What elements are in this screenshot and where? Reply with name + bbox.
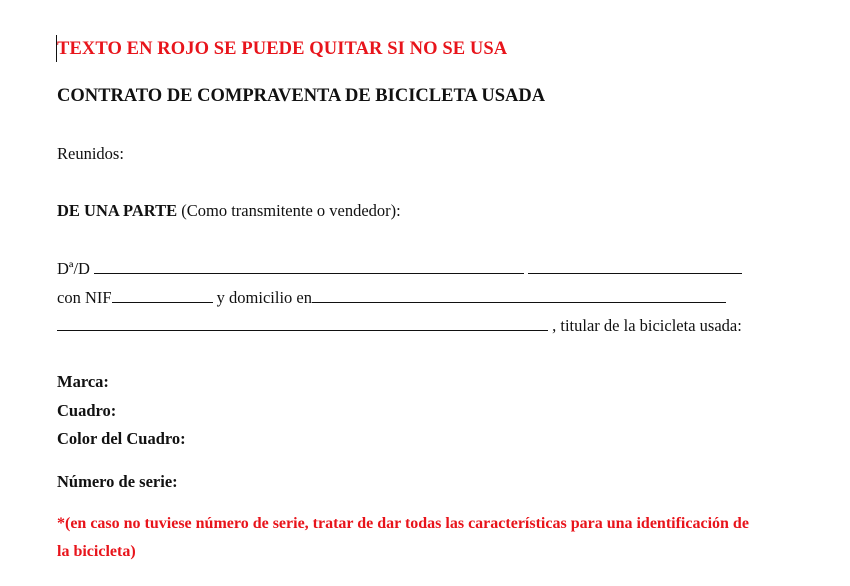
titular-label: , titular de la bicicleta usada: — [548, 316, 742, 335]
parte-label: DE UNA PARTE — [57, 201, 178, 220]
numero-serie-label[interactable]: Número de serie: — [57, 472, 178, 491]
cuadro-label[interactable]: Cuadro: — [57, 401, 117, 420]
nif-label: con NIF — [57, 288, 112, 307]
color-cuadro-label[interactable]: Color del Cuadro: — [57, 429, 186, 448]
seller-name-line[interactable] — [57, 258, 742, 279]
reunidos-label[interactable]: Reunidos: — [57, 144, 124, 163]
dad-label: Dª/D — [57, 259, 90, 278]
red-text-warning[interactable]: TEXTO EN ROJO SE PUEDE QUITAR SI NO SE USA — [57, 39, 508, 59]
seller-name-blank[interactable] — [94, 258, 524, 274]
seller-party-heading[interactable] — [57, 201, 401, 221]
address-continuation-blank[interactable] — [57, 315, 548, 331]
nif-blank[interactable] — [112, 287, 213, 303]
domicilio-label: y domicilio en — [212, 288, 312, 307]
domicilio-blank[interactable] — [312, 287, 726, 303]
serial-number-note-line-1[interactable]: *(en caso no tuviese número de serie, tratar de dar todas las características para una identificación de — [57, 515, 749, 532]
marca-label[interactable]: Marca: — [57, 372, 109, 391]
contract-title[interactable]: CONTRATO DE COMPRAVENTA DE BICICLETA USADA — [57, 86, 546, 106]
seller-nif-line[interactable] — [57, 287, 726, 308]
seller-surname-blank[interactable] — [528, 258, 742, 274]
serial-number-note-line-2[interactable]: la bicicleta) — [57, 543, 136, 560]
parte-detail: (Como transmitente o vendedor): — [177, 201, 401, 220]
titular-line[interactable] — [57, 315, 742, 336]
